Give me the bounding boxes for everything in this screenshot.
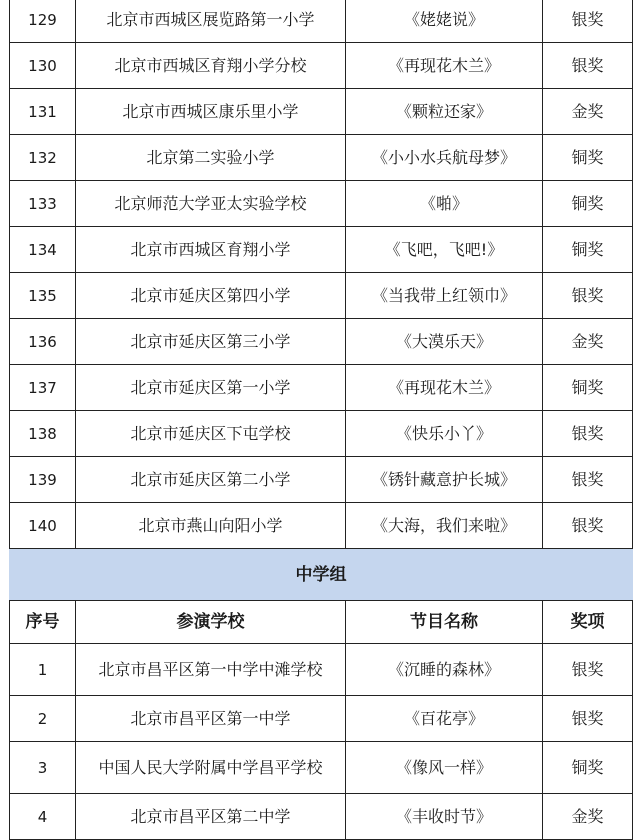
row-number: 138 — [10, 411, 76, 457]
school-name: 北京市昌平区第二中学 — [76, 794, 346, 840]
row-number: 131 — [10, 89, 76, 135]
table-row — [10, 319, 633, 365]
row-number: 132 — [10, 135, 76, 181]
program-name: 《再现花木兰》 — [346, 365, 543, 411]
school-name: 北京市延庆区第四小学 — [76, 273, 346, 319]
school-name: 北京市燕山向阳小学 — [76, 503, 346, 549]
table-row — [10, 273, 633, 319]
table-row — [10, 43, 633, 89]
group-title: 中学组 — [10, 549, 633, 601]
row-number: 137 — [10, 365, 76, 411]
row-number: 3 — [10, 742, 76, 794]
award: 金奖 — [543, 319, 633, 365]
row-number: 140 — [10, 503, 76, 549]
award: 银奖 — [543, 503, 633, 549]
header-award: 奖项 — [543, 601, 633, 644]
column-header-row — [10, 601, 633, 644]
award: 铜奖 — [543, 181, 633, 227]
school-name: 北京市延庆区第三小学 — [76, 319, 346, 365]
table-row — [10, 181, 633, 227]
award: 银奖 — [543, 0, 633, 43]
program-name: 《大漠乐天》 — [346, 319, 543, 365]
table-row — [10, 794, 633, 840]
school-name: 北京市延庆区下屯学校 — [76, 411, 346, 457]
program-name: 《姥姥说》 — [346, 0, 543, 43]
awards-table — [9, 0, 633, 840]
school-name: 北京师范大学亚太实验学校 — [76, 181, 346, 227]
school-name: 北京第二实验小学 — [76, 135, 346, 181]
table-row — [10, 503, 633, 549]
school-name: 北京市西城区育翔小学分校 — [76, 43, 346, 89]
row-number: 136 — [10, 319, 76, 365]
table-row — [10, 457, 633, 503]
program-name: 《再现花木兰》 — [346, 43, 543, 89]
award: 银奖 — [543, 644, 633, 696]
school-name: 北京市西城区育翔小学 — [76, 227, 346, 273]
table-row — [10, 742, 633, 794]
school-name: 北京市延庆区第一小学 — [76, 365, 346, 411]
program-name: 《当我带上红领巾》 — [346, 273, 543, 319]
group-header-row — [10, 549, 633, 601]
table-row — [10, 0, 633, 43]
award: 银奖 — [543, 411, 633, 457]
school-name: 北京市西城区康乐里小学 — [76, 89, 346, 135]
award: 银奖 — [543, 273, 633, 319]
school-name: 北京市延庆区第二小学 — [76, 457, 346, 503]
school-name: 北京市昌平区第一中学中滩学校 — [76, 644, 346, 696]
program-name: 《颗粒还家》 — [346, 89, 543, 135]
row-number: 2 — [10, 696, 76, 742]
program-name: 《大海，我们来啦》 — [346, 503, 543, 549]
row-number: 139 — [10, 457, 76, 503]
program-name: 《百花亭》 — [346, 696, 543, 742]
table-row — [10, 89, 633, 135]
row-number: 1 — [10, 644, 76, 696]
header-program: 节目名称 — [346, 601, 543, 644]
award: 金奖 — [543, 794, 633, 840]
row-number: 130 — [10, 43, 76, 89]
table-row — [10, 411, 633, 457]
table-row — [10, 365, 633, 411]
award: 铜奖 — [543, 135, 633, 181]
row-number: 133 — [10, 181, 76, 227]
program-name: 《快乐小丫》 — [346, 411, 543, 457]
program-name: 《像风一样》 — [346, 742, 543, 794]
program-name: 《锈针藏意护长城》 — [346, 457, 543, 503]
award: 金奖 — [543, 89, 633, 135]
school-name: 北京市西城区展览路第一小学 — [76, 0, 346, 43]
award: 铜奖 — [543, 227, 633, 273]
program-name: 《啪》 — [346, 181, 543, 227]
school-name: 北京市昌平区第一中学 — [76, 696, 346, 742]
table-row — [10, 644, 633, 696]
program-name: 《飞吧，飞吧!》 — [346, 227, 543, 273]
program-name: 《小小水兵航母梦》 — [346, 135, 543, 181]
row-number: 4 — [10, 794, 76, 840]
row-number: 129 — [10, 0, 76, 43]
award: 银奖 — [543, 457, 633, 503]
award: 铜奖 — [543, 742, 633, 794]
award: 银奖 — [543, 43, 633, 89]
row-number: 135 — [10, 273, 76, 319]
school-name: 中国人民大学附属中学昌平学校 — [76, 742, 346, 794]
table-row — [10, 227, 633, 273]
row-number: 134 — [10, 227, 76, 273]
program-name: 《沉睡的森林》 — [346, 644, 543, 696]
award: 银奖 — [543, 696, 633, 742]
header-number: 序号 — [10, 601, 76, 644]
program-name: 《丰收时节》 — [346, 794, 543, 840]
header-school: 参演学校 — [76, 601, 346, 644]
award: 铜奖 — [543, 365, 633, 411]
table-row — [10, 135, 633, 181]
table-row — [10, 696, 633, 742]
